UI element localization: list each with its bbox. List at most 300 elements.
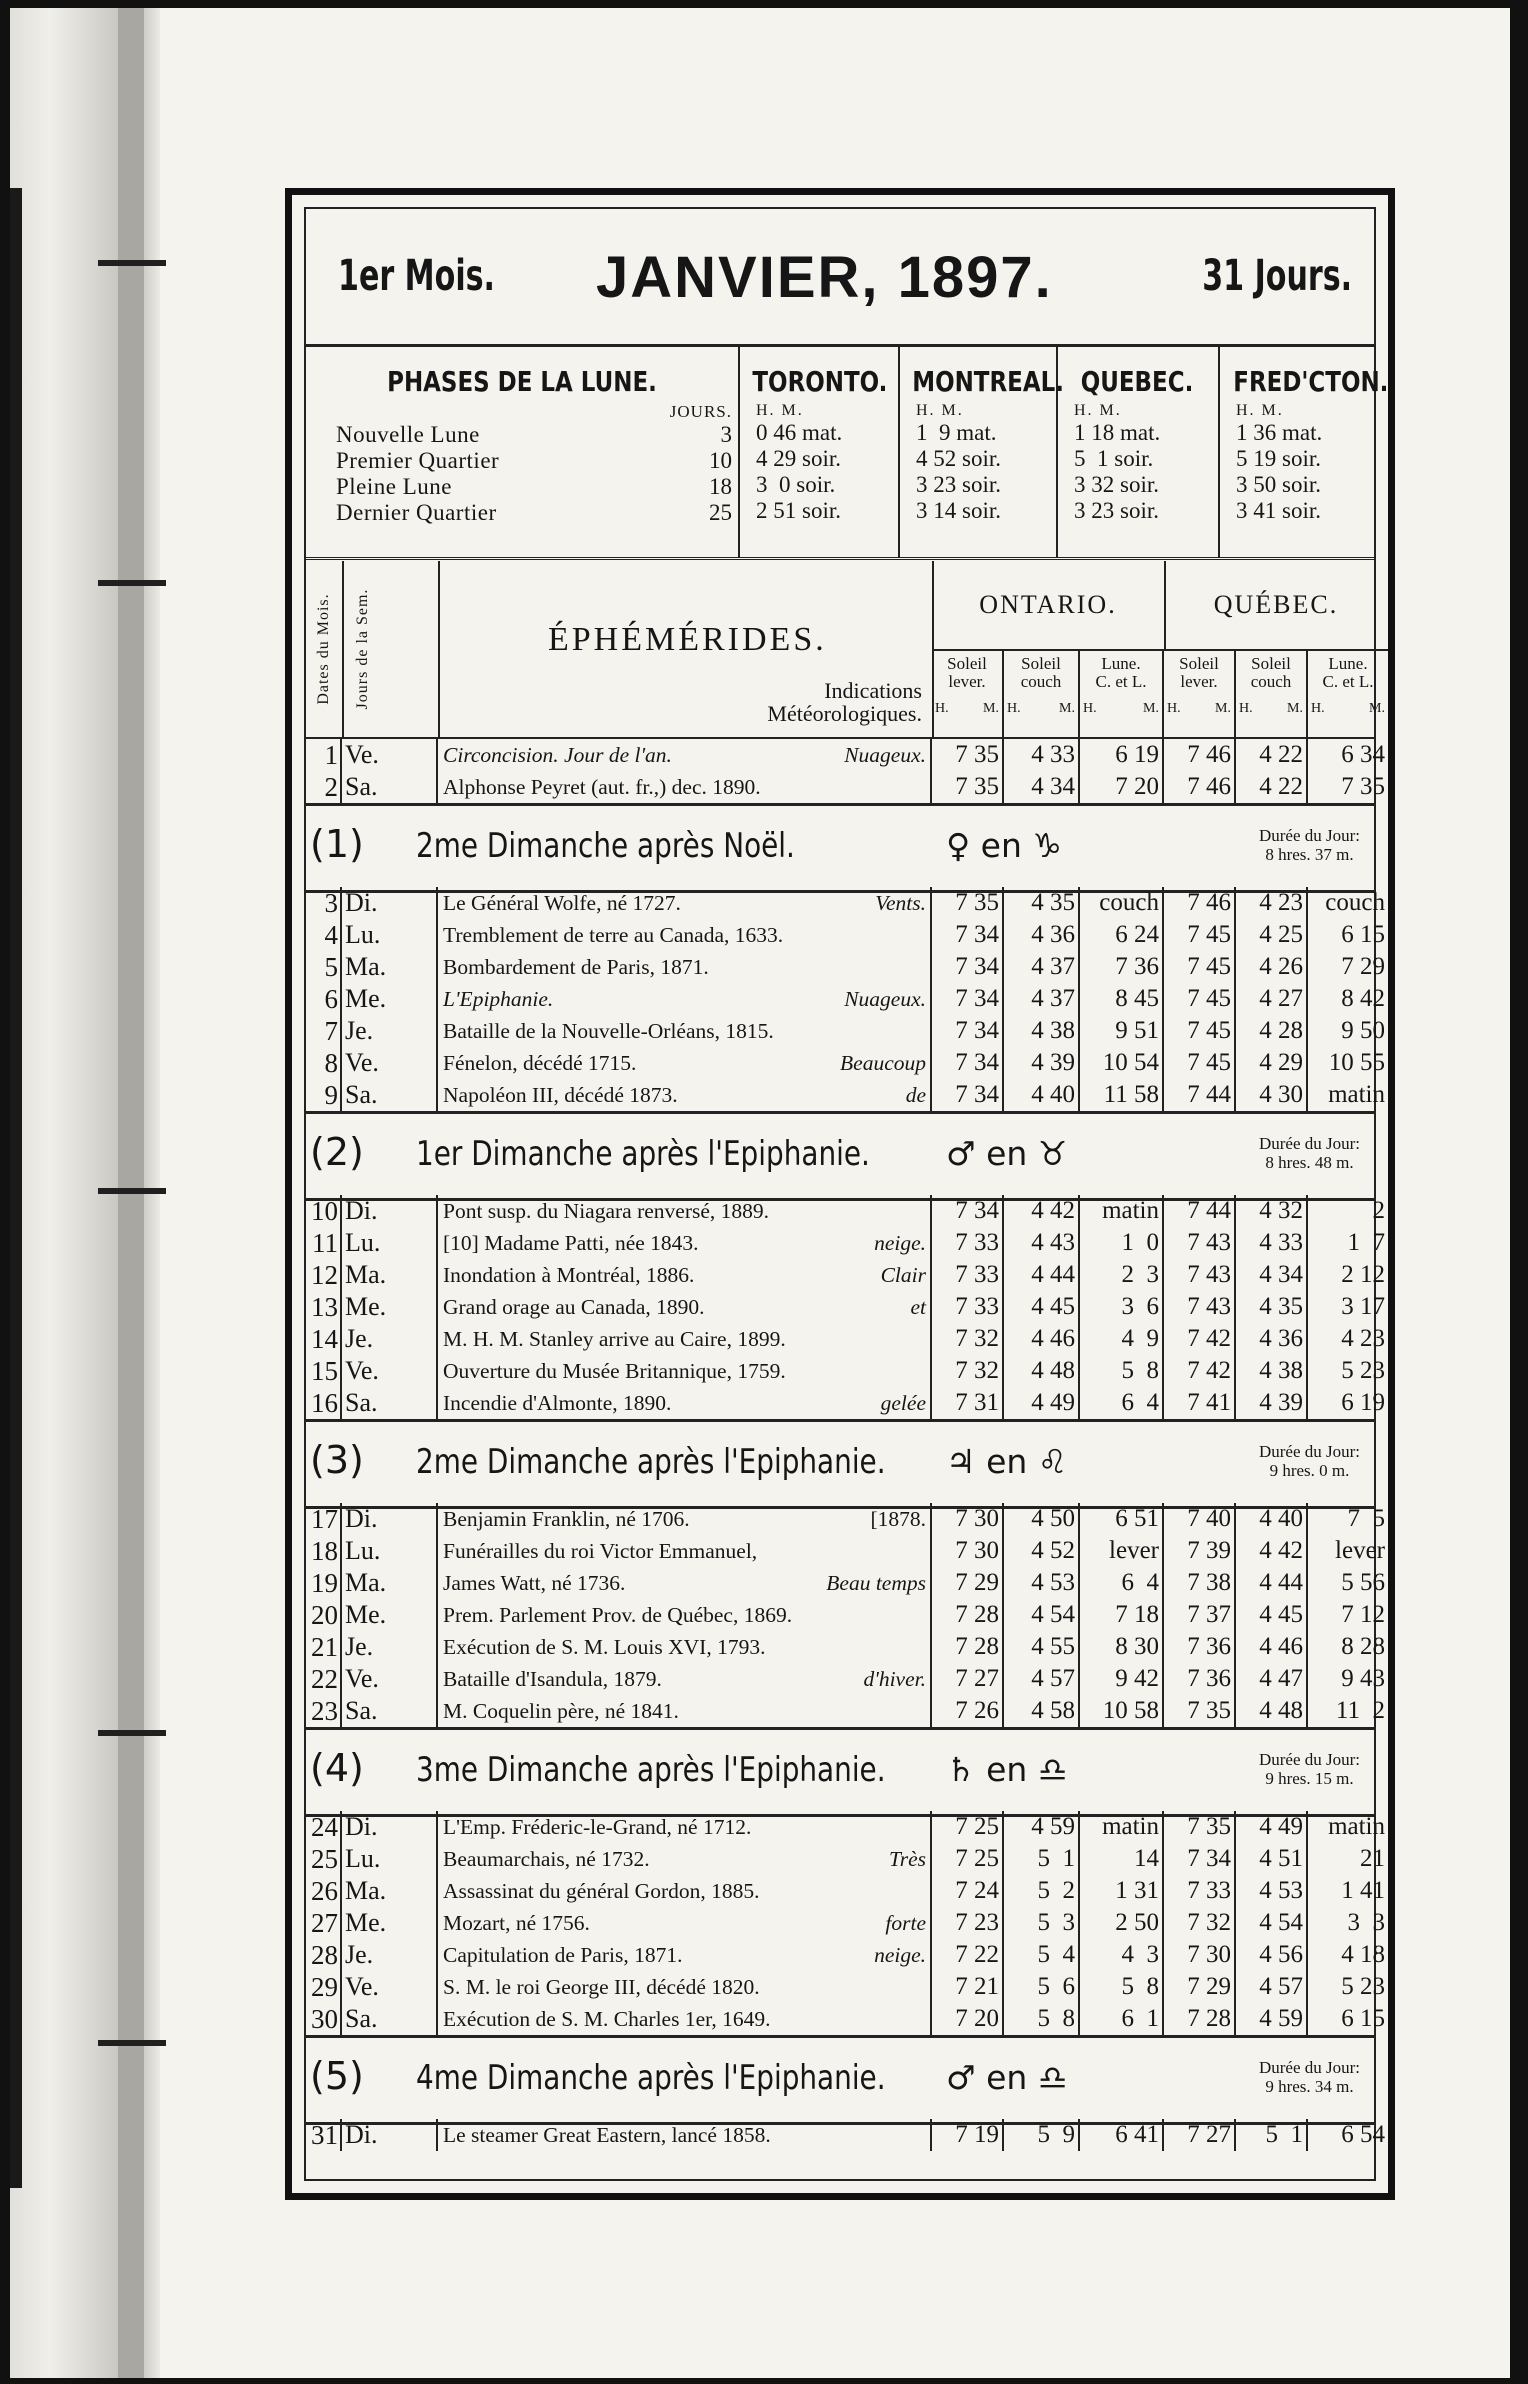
time-cell: 1 7 [1347,1229,1385,1256]
planet-position: ♄ en ♎ [946,1750,1068,1789]
phase-city-column [1218,347,1388,557]
ephemeris-cell [438,951,932,983]
day-length-value: 9 hres. 15 m. [1265,1769,1354,1788]
subheader-line-1: Lune. [1101,654,1141,673]
day-row [306,1259,1385,1291]
day-date: 9 [306,1079,342,1111]
time-cell: 4 50 [1004,1503,1080,1535]
time-cell: matin [1328,1081,1385,1108]
weather-note: Nuageux. [844,987,926,1011]
day-length-value: 9 hres. 0 m. [1269,1461,1350,1480]
weather-note: Beau temps [826,1571,926,1595]
time-cell: 4 55 [1004,1631,1080,1663]
day-row [306,1843,1385,1875]
ephemeris-cell [438,1387,932,1419]
time-cell: 4 53 [1004,1567,1080,1599]
city-name: FRED'CTON. [1233,365,1389,398]
time-cell: 7 33 [932,1259,1004,1291]
time-cell: 7 27 [932,1663,1004,1695]
phase-day: 3 [720,422,732,447]
phase-time: 0 46 mat. [756,420,843,445]
hm-label: H. M. [1074,402,1122,419]
time-cell: 4 38 [1004,1015,1080,1047]
time-cell: 4 58 [1004,1695,1080,1727]
time-cell: 7 34 [932,1079,1004,1111]
time-cell: 7 29 [1164,1971,1236,2003]
day-date: 11 [306,1227,342,1259]
day-date: 17 [306,1503,342,1535]
time-cell: 5 4 [1004,1939,1080,1971]
subheader-line-1: Lune. [1328,654,1368,673]
time-cell: 7 36 [1164,1631,1236,1663]
subheader-line-2: lever. [948,672,986,691]
ephemeris-cell [438,1291,932,1323]
time-cell: 4 39 [1236,1387,1308,1419]
time-cell: 7 45 [1164,951,1236,983]
ephemeris-text: Bataille d'Isandula, 1879. [443,1667,662,1691]
time-cell: 7 35 [1341,773,1385,800]
ephemeris-text: Le steamer Great Eastern, lancé 1858. [443,2123,771,2147]
weekday: Ve. [342,1971,438,2003]
time-cell: 8 28 [1341,1633,1385,1660]
ephemeris-text: Inondation à Montréal, 1886. [443,1263,695,1287]
time-cell: 7 12 [1341,1601,1385,1628]
ephemeris-cell [438,1227,932,1259]
sunday-number: (3) [310,1438,364,1482]
day-row [306,1663,1385,1695]
ephemeris-text: M. Coquelin père, né 1841. [443,1699,679,1723]
time-cell: 7 35 [1164,1811,1236,1843]
time-cell: lever [1080,1535,1164,1567]
time-cell: 7 41 [1164,1387,1236,1419]
day-row [306,771,1385,803]
weather-note: gelée [880,1391,926,1415]
ephemeris-text: Napoléon III, décédé 1873. [443,1083,678,1107]
time-cell: 7 25 [932,1843,1004,1875]
ephemeris-text: Grand orage au Canada, 1890. [443,1295,705,1319]
time-cell: matin [1328,1813,1385,1840]
sunday-name: 1er Dimanche après l'Epiphanie. [416,1134,870,1174]
day-block [306,887,1385,1111]
phase-time: 5 1 soir. [1074,446,1154,471]
time-cell: 7 5 [1347,1505,1385,1532]
jours-label: JOURS. [669,402,732,421]
day-date: 24 [306,1811,342,1843]
day-block [306,1503,1385,1727]
time-cell: 7 35 [1164,1695,1236,1727]
weather-note: Vents. [875,891,926,915]
time-cell: 7 45 [1164,1015,1236,1047]
day-date: 19 [306,1567,342,1599]
weekday: Di. [342,1811,438,1843]
day-date: 1 [306,739,342,771]
day-row [306,1291,1385,1323]
time-cell: 7 23 [932,1907,1004,1939]
time-cell: 8 30 [1080,1631,1164,1663]
time-cell: 2 [1372,1197,1385,1224]
day-date: 25 [306,1843,342,1875]
weekday: Ma. [342,1875,438,1907]
time-cell: 4 38 [1236,1355,1308,1387]
subheader-units: H. M. [1239,701,1303,716]
ephemeris-cell [438,887,932,919]
column-subheader [932,649,1004,737]
time-cell: 7 20 [1080,771,1164,803]
weekday: Ve. [342,1355,438,1387]
time-cell: 7 21 [932,1971,1004,2003]
weekday: Sa. [342,1079,438,1111]
day-length [1259,1750,1360,1788]
time-cell: 1 31 [1080,1875,1164,1907]
binding-stitch [98,580,166,586]
subheader-line-2: C. et L. [1095,672,1147,691]
sunday-row [306,1727,1374,1817]
day-row [306,1355,1385,1387]
time-cell: 8 45 [1080,983,1164,1015]
time-cell: 3 17 [1341,1293,1385,1320]
day-row [306,739,1385,771]
ephemeris-cell [438,1631,932,1663]
weather-note: neige. [874,1943,926,1967]
ephemeris-cell [438,1535,932,1567]
time-cell: 7 40 [1164,1503,1236,1535]
subheader-line-2: C. et L. [1322,672,1374,691]
ephemeris-cell [438,1015,932,1047]
ephemeris-text: Bombardement de Paris, 1871. [443,955,709,979]
indications-line-2: Météorologiques. [767,701,922,726]
dates-header [306,561,344,737]
weekday: Ma. [342,1567,438,1599]
time-cell: 4 46 [1004,1323,1080,1355]
weekday-label: Jours de la Sem. [354,588,372,710]
time-cell: 4 26 [1236,951,1308,983]
day-row [306,1323,1385,1355]
time-cell: 4 54 [1004,1599,1080,1631]
phase-time: 3 23 soir. [1074,498,1159,523]
binding-stitch [98,260,166,266]
time-cell: 7 38 [1164,1567,1236,1599]
time-cell: 7 27 [1164,2119,1236,2151]
ephemeris-cell [438,983,932,1015]
phase-time: 1 36 mat. [1236,420,1323,445]
time-cell: 7 34 [932,983,1004,1015]
subheader-line-1: Soleil [1179,654,1219,673]
phase-time: 3 32 soir. [1074,472,1159,497]
day-row [306,1939,1385,1971]
time-cell: 6 54 [1341,2121,1385,2148]
time-cell: 9 43 [1341,1665,1385,1692]
time-cell: 4 40 [1236,1503,1308,1535]
weekday: Sa. [342,1695,438,1727]
time-cell: 6 4 [1080,1567,1164,1599]
time-cell: 5 2 [1004,1875,1080,1907]
time-cell: 4 45 [1004,1291,1080,1323]
sunday-name: 4me Dimanche après l'Epiphanie. [416,2058,886,2098]
time-cell: 4 42 [1004,1195,1080,1227]
time-cell: 7 26 [932,1695,1004,1727]
page-edge [10,188,22,2188]
time-cell: 4 47 [1236,1663,1308,1695]
phase-time: 3 41 soir. [1236,498,1321,523]
ephemeris-text: [10] Madame Patti, née 1843. [443,1231,699,1255]
time-cell: 4 33 [1004,739,1080,771]
time-cell: 10 54 [1080,1047,1164,1079]
ephemeris-text: L'Emp. Fréderic-le-Grand, né 1712. [443,1815,752,1839]
ephemeris-text: Fénelon, décédé 1715. [443,1051,637,1075]
dates-label: Dates du Mois. [315,593,332,705]
ephemeris-text: Circoncision. Jour de l'an. [443,743,672,767]
ephemeris-cell [438,2003,932,2035]
day-row [306,1015,1385,1047]
sunday-number: (2) [310,1130,364,1174]
time-cell: 7 18 [1080,1599,1164,1631]
time-cell: 4 53 [1236,1875,1308,1907]
phase-row [306,500,738,526]
weekday: Ve. [342,1047,438,1079]
time-cell: 4 25 [1236,919,1308,951]
day-length-label: Durée du Jour: [1258,1750,1360,1769]
day-row [306,1631,1385,1663]
subheader-line-2: couch [1250,672,1292,691]
time-cell: 7 36 [1164,1663,1236,1695]
time-cell: 4 37 [1004,983,1080,1015]
time-cell: 4 36 [1004,919,1080,951]
time-cell: 4 54 [1236,1907,1308,1939]
phases-heading: PHASES DE LA LUNE. [387,365,657,398]
time-cell: 7 43 [1164,1259,1236,1291]
time-cell: 7 20 [932,2003,1004,2035]
ephemeris-cell [438,1259,932,1291]
ephemerides-header [438,561,934,737]
time-cell: 7 33 [932,1227,1004,1259]
day-block [306,1811,1385,2035]
city-name: MONTREAL. [912,365,1064,398]
page-title: JANVIER, 1897. [596,245,1053,310]
time-cell: 7 24 [932,1875,1004,1907]
weather-note: Très [888,1847,926,1871]
time-cell: 4 34 [1004,771,1080,803]
sunday-number: (4) [310,1746,364,1790]
planet-position: ♀ en ♑ [946,826,1062,865]
planet-position: ♂ en ♎ [946,2058,1068,2097]
day-row [306,1079,1385,1111]
weather-note: forte [885,1911,926,1935]
time-cell: 11 58 [1080,1079,1164,1111]
ephemeris-cell [438,1503,932,1535]
time-cell: 11 2 [1335,1697,1385,1724]
day-date: 21 [306,1631,342,1663]
day-date: 15 [306,1355,342,1387]
table-header [306,561,1385,739]
time-cell: 4 43 [1004,1227,1080,1259]
month-number: 1er Mois. [338,251,495,301]
time-cell: 6 41 [1080,2119,1164,2151]
day-row [306,1535,1385,1567]
day-block [306,739,1385,803]
time-cell: 4 56 [1236,1939,1308,1971]
day-date: 3 [306,887,342,919]
time-cell: 4 45 [1236,1599,1308,1631]
time-cell: couch [1080,887,1164,919]
phase-name: Nouvelle Lune [336,422,480,447]
subheader-units: H. M. [935,701,999,716]
time-cell: 6 24 [1080,919,1164,951]
time-cell: 7 22 [932,1939,1004,1971]
weekday: Je. [342,1323,438,1355]
time-cell: 4 49 [1236,1811,1308,1843]
indications-label [767,679,922,725]
time-cell: 3 6 [1080,1291,1164,1323]
phase-list [306,422,738,526]
weekday: Lu. [342,1843,438,1875]
time-cell: 9 42 [1080,1663,1164,1695]
subheader-line-1: Soleil [1021,654,1061,673]
weekday: Ma. [342,951,438,983]
day-block [306,1195,1385,1419]
time-cell: 5 8 [1080,1355,1164,1387]
time-cell: 4 22 [1236,771,1308,803]
phase-row [306,422,738,448]
calendar-inner [304,207,1389,2181]
weekday: Me. [342,1291,438,1323]
column-subheader [1308,649,1388,737]
weekday: Di. [342,2119,438,2151]
time-cell: 4 52 [1004,1535,1080,1567]
weekday: Di. [342,1503,438,1535]
ephemeris-text: Tremblement de terre au Canada, 1633. [443,923,784,947]
sunday-row [306,1111,1374,1201]
phase-day: 25 [709,500,732,525]
time-cell: 5 1 [1236,2119,1308,2151]
weekday: Sa. [342,2003,438,2035]
day-length [1259,826,1360,864]
day-length-label: Durée du Jour: [1258,2058,1360,2077]
day-date: 26 [306,1875,342,1907]
time-cell: 2 50 [1080,1907,1164,1939]
sunday-name: 3me Dimanche après l'Epiphanie. [416,1750,886,1790]
ephemeris-text: S. M. le roi George III, décédé 1820. [443,1975,760,1999]
weekday: Me. [342,983,438,1015]
phase-time: 3 23 soir. [916,472,1001,497]
weekday: Me. [342,1599,438,1631]
time-cell: 7 34 [932,1195,1004,1227]
time-cell: 4 51 [1236,1843,1308,1875]
almanac-page [10,8,1510,2378]
day-row [306,1503,1385,1535]
time-cell: 6 34 [1341,741,1385,768]
time-cell: 7 34 [1164,1843,1236,1875]
time-cell: 4 39 [1004,1047,1080,1079]
phase-time: 4 52 soir. [916,446,1001,471]
time-cell: 4 36 [1236,1323,1308,1355]
weekday: Lu. [342,919,438,951]
day-date: 8 [306,1047,342,1079]
ontario-header: ONTARIO. [932,561,1166,651]
ephemeris-cell [438,1695,932,1727]
phase-name: Dernier Quartier [336,500,497,525]
time-cell: 7 32 [932,1323,1004,1355]
ephemeris-text: Benjamin Franklin, né 1706. [443,1507,690,1531]
ephemeris-cell [438,1907,932,1939]
time-cell: 7 32 [1164,1907,1236,1939]
weekday: Me. [342,1907,438,1939]
weekday: Lu. [342,1535,438,1567]
ephemeris-cell [438,1811,932,1843]
day-date: 12 [306,1259,342,1291]
weather-note: neige. [874,1231,926,1255]
phase-day: 18 [709,474,732,499]
ephemeris-text: Capitulation de Paris, 1871. [443,1943,683,1967]
column-subheader [1164,649,1236,737]
time-cell: 7 45 [1164,1047,1236,1079]
ephemeris-cell [438,1971,932,2003]
ephemeris-cell [438,2119,932,2151]
day-length-label: Durée du Jour: [1258,1134,1360,1153]
time-cell: 7 31 [932,1387,1004,1419]
time-cell: 4 59 [1004,1811,1080,1843]
ephemeris-text: Beaumarchais, né 1732. [443,1847,650,1871]
subheader-line-1: Soleil [1251,654,1291,673]
time-cell: 4 48 [1236,1695,1308,1727]
weekday: Sa. [342,771,438,803]
ephemeris-text: James Watt, né 1736. [443,1571,626,1595]
calendar-frame [285,188,1395,2200]
ephemeris-cell [438,1079,932,1111]
time-cell: 7 46 [1164,887,1236,919]
weekday: Ve. [342,1663,438,1695]
time-cell: 6 15 [1341,921,1385,948]
time-cell: 7 35 [932,887,1004,919]
column-subheader [1004,649,1080,737]
ephemeris-cell [438,1323,932,1355]
time-cell: couch [1325,889,1385,916]
day-date: 18 [306,1535,342,1567]
time-cell: 7 43 [1164,1291,1236,1323]
time-cell: 4 34 [1236,1259,1308,1291]
day-length-value: 8 hres. 48 m. [1265,1153,1354,1172]
ephemeris-cell [438,1599,932,1631]
time-cell: 6 4 [1080,1387,1164,1419]
quebec-header: QUÉBEC. [1164,561,1388,651]
time-cell: 4 9 [1080,1323,1164,1355]
binding-margin [10,8,160,2378]
phase-time: 2 51 soir. [756,498,841,523]
hm-label: H. M. [756,402,804,419]
time-cell: lever [1335,1537,1385,1564]
ephemeris-text: Bataille de la Nouvelle-Orléans, 1815. [443,1019,774,1043]
ephemeris-text: Exécution de S. M. Louis XVI, 1793. [443,1635,766,1659]
weather-note: [1878. [870,1507,926,1531]
ephemeris-cell [438,1843,932,1875]
day-date: 30 [306,2003,342,2035]
day-date: 23 [306,1695,342,1727]
phase-time: 5 19 soir. [1236,446,1321,471]
ephemeris-cell [438,1195,932,1227]
binding-stitch [98,2040,166,2046]
weather-note: Nuageux. [844,743,926,767]
ephemeris-cell [438,1047,932,1079]
time-cell: 4 40 [1004,1079,1080,1111]
time-cell: 5 23 [1341,1973,1385,2000]
time-cell: 9 51 [1080,1015,1164,1047]
day-row [306,1195,1385,1227]
day-row [306,1875,1385,1907]
time-cell: 7 28 [1164,2003,1236,2035]
day-date: 10 [306,1195,342,1227]
time-cell: 7 46 [1164,771,1236,803]
ephemeris-cell [438,739,932,771]
ephemeris-cell [438,919,932,951]
